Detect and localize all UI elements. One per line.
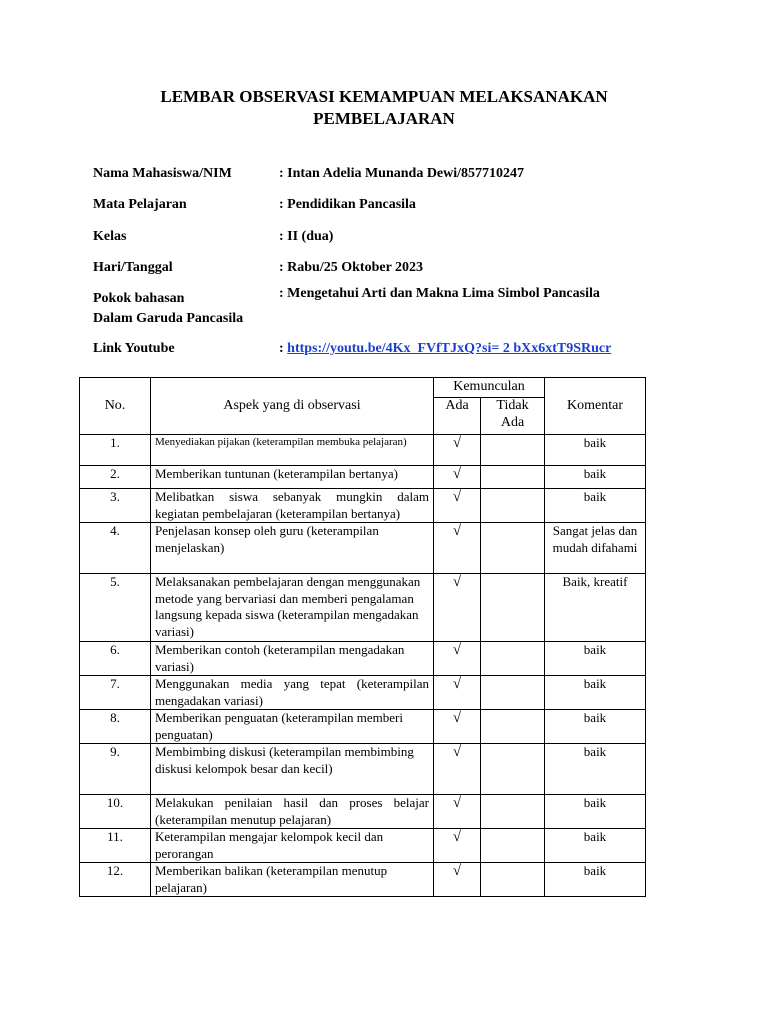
header-komentar: Komentar: [545, 378, 646, 435]
mapel-value: : Pendidikan Pancasila: [279, 197, 416, 212]
pokok-label-line-2: Dalam Garuda Pancasila: [93, 311, 244, 326]
row-tidak-ada: [481, 795, 545, 829]
row-tidak-ada: [481, 829, 545, 863]
table-row: [80, 574, 646, 642]
row-aspek: Melibatkan siswa sebanyak mungkin dalam kegiatan pembelajaran (keterampilan bertanya): [151, 489, 434, 523]
header-no: No.: [80, 378, 151, 435]
row-aspek: Keterampilan mengajar kelompok kecil dan perorangan: [151, 829, 434, 863]
row-ada: √: [434, 795, 481, 829]
row-no: 6.: [80, 642, 151, 676]
row-komentar: baik: [545, 435, 646, 466]
table-row: [80, 744, 646, 795]
row-no: 3.: [80, 489, 151, 523]
row-aspek: Menyediakan pijakan (keterampilan membuka pelajaran): [151, 435, 434, 466]
document-title: [0, 86, 768, 130]
row-no: 1.: [80, 435, 151, 466]
table-row: [80, 676, 646, 710]
table-row: [80, 489, 646, 523]
row-komentar: baik: [545, 710, 646, 744]
row-no: 7.: [80, 676, 151, 710]
row-komentar: Sangat jelas dan mudah difahami: [545, 523, 646, 574]
row-aspek: Melakukan penilaian hasil dan proses belajar (keterampilan menutup pelajaran): [151, 795, 434, 829]
table-row: [80, 523, 646, 574]
row-aspek: Memberikan balikan (keterampilan menutup pelajaran): [151, 863, 434, 897]
row-komentar: baik: [545, 642, 646, 676]
row-tidak-ada: [481, 574, 545, 642]
header-kemunculan: Kemunculan: [434, 378, 545, 398]
row-tidak-ada: [481, 466, 545, 489]
row-no: 10.: [80, 795, 151, 829]
row-ada: √: [434, 744, 481, 795]
youtube-link[interactable]: https://youtu.be/4Kx_FVfTJxQ?si= 2 bXx6xtT9SRucr: [287, 341, 612, 356]
link-label: Link Youtube: [93, 341, 175, 356]
kelas-value: : II (dua): [279, 229, 334, 244]
table-row: [80, 466, 646, 489]
row-tidak-ada: [481, 863, 545, 897]
row-tidak-ada: [481, 710, 545, 744]
link-prefix: :: [279, 341, 288, 356]
row-ada: √: [434, 863, 481, 897]
row-aspek: Memberikan tuntunan (keterampilan bertanya): [151, 466, 434, 489]
row-komentar: baik: [545, 795, 646, 829]
row-ada: √: [434, 466, 481, 489]
row-aspek: Menggunakan media yang tepat (keterampilan mengadakan variasi): [151, 676, 434, 710]
row-komentar: baik: [545, 863, 646, 897]
row-komentar: baik: [545, 829, 646, 863]
row-ada: √: [434, 676, 481, 710]
mapel-label: Mata Pelajaran: [93, 197, 187, 212]
pokok-label-line-1: Pokok bahasan: [93, 291, 185, 306]
pokok-value: : Mengetahui Arti dan Makna Lima Simbol Pancasila: [279, 286, 600, 301]
row-ada: √: [434, 489, 481, 523]
table-row: [80, 829, 646, 863]
row-tidak-ada: [481, 435, 545, 466]
header-aspek: Aspek yang di observasi: [151, 378, 434, 435]
row-aspek: Memberikan penguatan (keterampilan memberi penguatan): [151, 710, 434, 744]
observation-table: [79, 377, 646, 897]
link-row: [279, 339, 611, 359]
row-ada: √: [434, 642, 481, 676]
row-no: 9.: [80, 744, 151, 795]
table-row: [80, 642, 646, 676]
nama-value: : Intan Adelia Munanda Dewi/857710247: [279, 166, 525, 181]
row-no: 4.: [80, 523, 151, 574]
row-aspek: Melaksanakan pembelajaran dengan menggunakan metode yang bervariasi dan memberi pengalaman langsung kepada siswa (keterampilan mengadakan variasi): [151, 574, 434, 642]
table-row: [80, 710, 646, 744]
kelas-label: Kelas: [93, 229, 127, 244]
row-komentar: Baik, kreatif: [545, 574, 646, 642]
row-ada: √: [434, 829, 481, 863]
row-aspek: Membimbing diskusi (keterampilan membimbing diskusi kelompok besar dan kecil): [151, 744, 434, 795]
row-no: 5.: [80, 574, 151, 642]
row-ada: √: [434, 523, 481, 574]
row-tidak-ada: [481, 676, 545, 710]
tanggal-label: Hari/Tanggal: [93, 260, 173, 275]
tanggal-value: : Rabu/25 Oktober 2023: [279, 260, 424, 275]
row-no: 2.: [80, 466, 151, 489]
row-aspek: Memberikan contoh (keterampilan mengadakan variasi): [151, 642, 434, 676]
row-ada: √: [434, 710, 481, 744]
row-no: 12.: [80, 863, 151, 897]
row-ada: √: [434, 435, 481, 466]
row-tidak-ada: [481, 744, 545, 795]
table-row: [80, 863, 646, 897]
header-tidak-ada: Tidak Ada: [481, 398, 545, 435]
row-no: 11.: [80, 829, 151, 863]
row-komentar: baik: [545, 744, 646, 795]
header-ada: Ada: [434, 398, 481, 435]
row-no: 8.: [80, 710, 151, 744]
title-line-1: LEMBAR OBSERVASI KEMAMPUAN MELAKSANAKAN: [160, 87, 608, 106]
table-row: [80, 795, 646, 829]
row-tidak-ada: [481, 642, 545, 676]
table-row: [80, 435, 646, 466]
row-tidak-ada: [481, 489, 545, 523]
row-aspek: Penjelasan konsep oleh guru (keterampilan menjelaskan): [151, 523, 434, 574]
nama-label: Nama Mahasiswa/NIM: [93, 166, 232, 181]
row-komentar: baik: [545, 466, 646, 489]
row-komentar: baik: [545, 676, 646, 710]
row-komentar: baik: [545, 489, 646, 523]
row-ada: √: [434, 574, 481, 642]
row-tidak-ada: [481, 523, 545, 574]
title-line-2: PEMBELAJARAN: [313, 109, 455, 128]
